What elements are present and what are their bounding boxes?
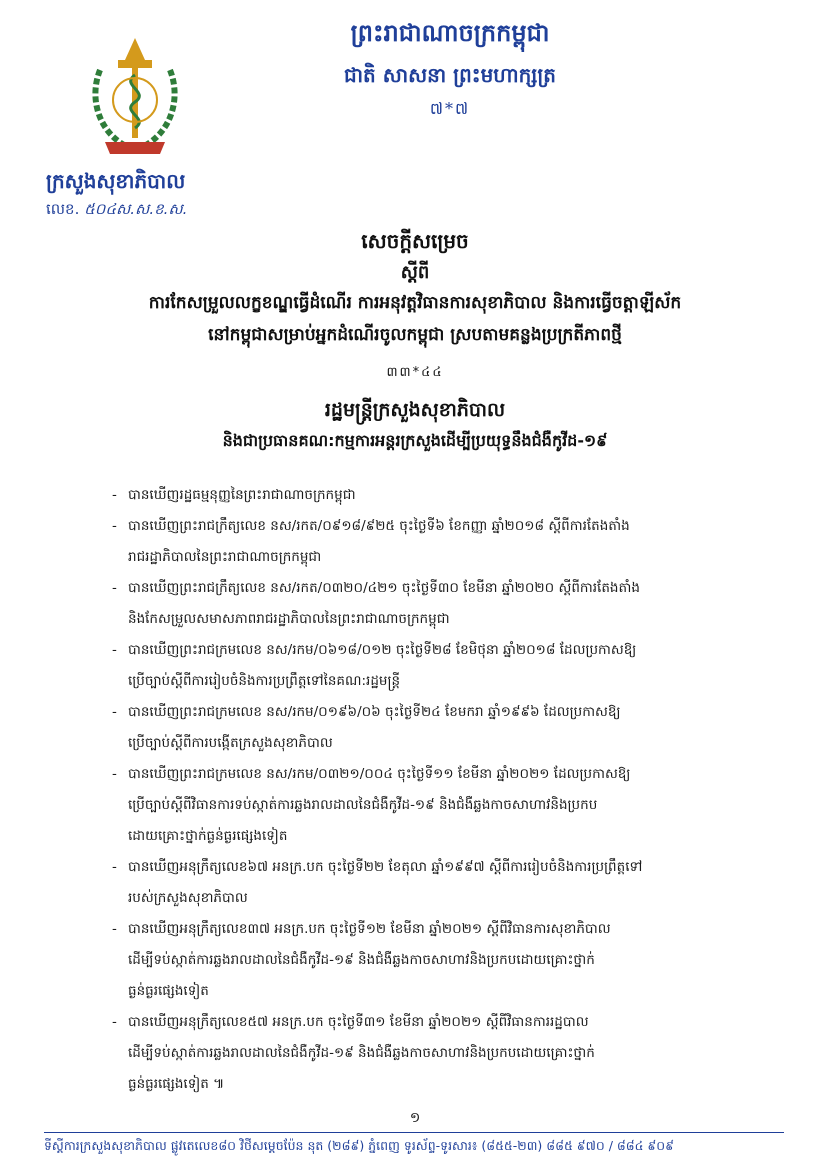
list-item — [112, 1007, 780, 1100]
decision-about: ស្តីពី — [400, 262, 430, 283]
signer-title: រដ្ឋមន្ត្រីក្រសួងសុខាភិបាល — [324, 399, 506, 421]
list-item-line: ដោយគ្រោះថ្នាក់ធ្ងន់ធ្ងរផ្សេងទៀត — [128, 828, 288, 844]
list-item-line: ធ្ងន់ធ្ងរផ្សេងទៀត — [128, 983, 209, 999]
legal-basis-list — [112, 480, 780, 1100]
list-item-line: - បានឃើញអនុក្រឹត្យលេខ៥៧ អនក្រ.បក ចុះថ្ងៃទី៣១ ខែមីនា ឆ្នាំ២០២១ ស្តីពីវិធានការរដ្ឋបាល — [128, 1014, 589, 1030]
decision-title: សេចក្តីសម្រេច — [361, 229, 469, 253]
list-item-line: និងកែសម្រួលសមាសភាពរាជរដ្ឋាភិបាលនៃព្រះរាជាណាចក្រកម្ពុជា — [128, 611, 450, 627]
list-item-line: - បានឃើញព្រះរាជក្រឹត្យលេខ នស/រកត/០៩១៨/៩២៥ ចុះថ្ងៃទី៦ ខែកញ្ញា ឆ្នាំ២០១៨ ស្តីពីការតែងតាំង — [128, 518, 630, 534]
decision-subject-line-1: ការកែសម្រួលលក្ខខណ្ឌធ្វើដំណើរ ការអនុវត្តវិធានការសុខាភិបាល និងការធ្វើចត្តាឡីស័ក — [148, 293, 682, 313]
decision-subject-line-2: នៅកម្ពុជាសម្រាប់អ្នកដំណើរចូលកម្ពុជា ស្របតាមគន្លងប្រក្រតីភាពថ្មី — [208, 325, 622, 345]
reference-prefix: លេខ. — [46, 200, 80, 218]
list-item-line: របស់ក្រសួងសុខាភិបាល — [128, 890, 248, 906]
list-item-line: ប្រើច្បាប់ស្តីពីការបង្កើតក្រសួងសុខាភិបាល — [128, 735, 333, 751]
list-item-line: - បានឃើញរដ្ឋធម្មនុញ្ញនៃព្រះរាជាណាចក្រកម្ពុជា — [128, 487, 356, 503]
list-item-line: - បានឃើញព្រះរាជក្រមលេខ នស/រកម/០១៩៦/០៦ ចុះថ្ងៃទី២៤ ខែមករា ឆ្នាំ១៩៩៦ ដែលប្រកាសឱ្យ — [128, 704, 621, 720]
list-item-line: ប្រើច្បាប់ស្តីពីការរៀបចំនិងការប្រព្រឹត្តទៅនៃគណ:រដ្ឋមន្ត្រី — [128, 673, 401, 689]
list-item-line: - បានឃើញអនុក្រឹត្យលេខ៣៧ អនក្រ.បក ចុះថ្ងៃទី១២ ខែមីនា ឆ្នាំ២០២១ ស្តីពីវិធានការសុខាភិបាល — [128, 921, 611, 937]
list-item-line: - បានឃើញអនុក្រឹត្យលេខ៦៧ អនក្រ.បក ចុះថ្ងៃទី២២ ខែតុលា ឆ្នាំ១៩៩៧ ស្តីពីការរៀបចំនិងការប្រព្រឹត្តទៅ — [128, 859, 643, 875]
kingdom-title: ព្រះរាជាណាចក្រកម្ពុជា — [350, 18, 550, 47]
list-item — [112, 511, 780, 573]
footer-divider — [44, 1132, 784, 1133]
list-item — [112, 914, 780, 1007]
decision-ornament: ៣៣*៤៤ — [386, 365, 444, 380]
page-number: ១ — [409, 1110, 421, 1126]
list-item-line: ធ្ងន់ធ្ងរផ្សេងទៀត ៕ — [128, 1076, 225, 1092]
list-item — [112, 759, 780, 852]
list-item-line: - បានឃើញព្រះរាជក្រឹត្យលេខ នស/រកត/០៣២០/៤២១ ចុះថ្ងៃទី៣០ ខែមីនា ឆ្នាំ២០២០ ស្តីពីការតែងតាំង — [128, 580, 640, 596]
list-item-line: ដើម្បីទប់ស្កាត់ការឆ្លងរាលដាលនៃជំងឺកូវីដ-១៩ និងជំងឺឆ្លងកាចសាហាវនិងប្រកបដោយគ្រោះថ្នាក់ — [128, 952, 595, 968]
list-item — [112, 573, 780, 635]
ministry-logo-icon — [80, 30, 190, 170]
list-item-line: ប្រើច្បាប់ស្តីពីវិធានការទប់ស្កាត់ការឆ្លងរាលដាលនៃជំងឺកូវីដ-១៩ និងជំងឺឆ្លងកាចសាហាវនិងប្រកប — [128, 797, 598, 813]
list-item — [112, 852, 780, 914]
list-item — [112, 635, 780, 697]
list-item — [112, 480, 780, 511]
list-item-line: រាជរដ្ឋាភិបាលនៃព្រះរាជាណាចក្រកម្ពុជា — [128, 549, 322, 565]
footer-address: ទីស្តីការក្រសួងសុខាភិបាល ផ្លូវតេលេខ៨០ វិថីសម្តេចប៉ែន នុត (២៨៩) ភ្នំពេញ ទូរស័ព្ទ-ទូរសារ៖ (៨៥៥-២៣) ៨៨៥ ៩៧០ / ៨៨៤ ៩០៩ — [44, 1138, 674, 1153]
ministry-name: ក្រសួងសុខាភិបាល — [46, 169, 186, 193]
national-motto: ជាតិ សាសនា ព្រះមហាក្សត្រ — [344, 63, 556, 87]
list-item-line: ដើម្បីទប់ស្កាត់ការឆ្លងរាលដាលនៃជំងឺកូវីដ-១៩ និងជំងឺឆ្លងកាចសាហាវនិងប្រកបដោយគ្រោះថ្នាក់ — [128, 1045, 595, 1061]
list-item-line: - បានឃើញព្រះរាជក្រមលេខ នស/រកម/០៦១៨/០១២ ចុះថ្ងៃទី២៨ ខែមិថុនា ឆ្នាំ២០១៨ ដែលប្រកាសឱ្យ — [128, 642, 637, 658]
list-item — [112, 697, 780, 759]
reference-handwritten: ៥០៤ស.ស.ខ.ស. — [84, 200, 188, 218]
list-item-line: - បានឃើញព្រះរាជក្រមលេខ នស/រកម/០៣២១/០០៤ ចុះថ្ងៃទី១១ ខែមីនា ឆ្នាំ២០២១ ដែលប្រកាសឱ្យ — [128, 766, 631, 782]
header-ornament: ៧*៧ — [429, 99, 471, 118]
signer-subtitle: និងជាប្រធានគណ:កម្មការអន្តរក្រសួងដើម្បីប្រយុទ្ធនឹងជំងឺកូវីដ-១៩ — [222, 431, 608, 450]
reference-number — [46, 200, 187, 222]
